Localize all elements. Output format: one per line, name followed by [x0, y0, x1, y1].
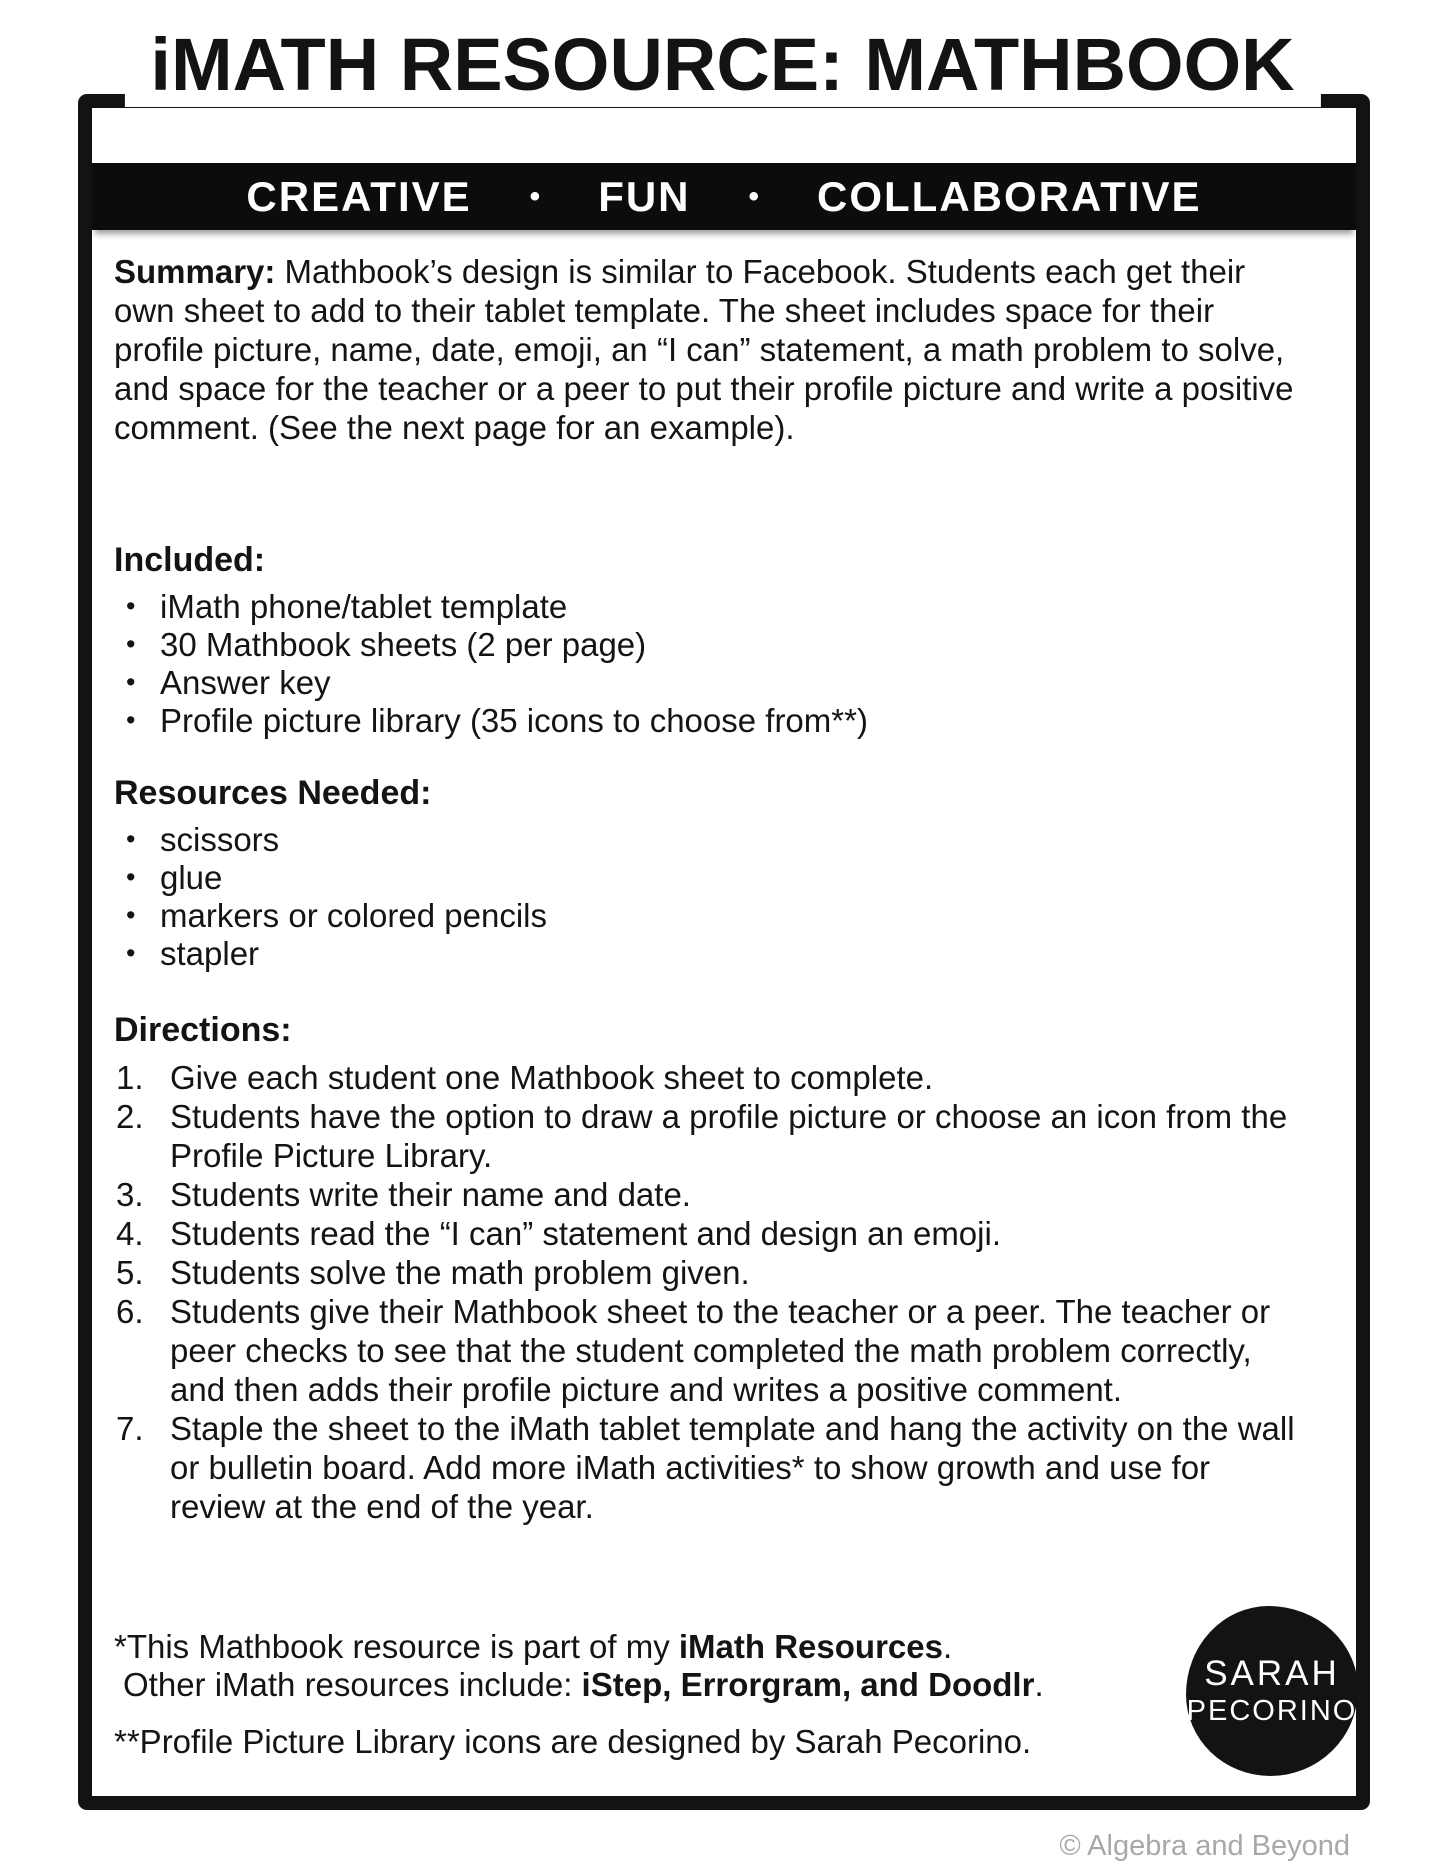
list-item — [114, 626, 1310, 664]
footnote-icon-credit: **Profile Picture Library icons are designed by Sarah Pecorino. — [114, 1723, 1032, 1760]
bullet-icon: • — [126, 705, 136, 735]
included-heading: Included: — [114, 541, 266, 579]
list-item-text: markers or colored pencils — [160, 897, 547, 934]
list-item-text: iMath phone/tablet template — [160, 588, 568, 625]
list-item-text: glue — [160, 859, 223, 896]
page-title-wrap — [124, 22, 1320, 107]
bullet-icon: • — [126, 900, 136, 930]
sarah-pecorino-logo — [1186, 1606, 1358, 1776]
list-item — [114, 859, 1310, 897]
banner-word-fun: FUN — [598, 172, 691, 220]
footnote-text: . — [1034, 1666, 1044, 1703]
footnotes-section — [114, 1628, 1174, 1761]
tagline-banner — [92, 163, 1356, 230]
list-item: Students give their Mathbook sheet to the teacher or a peer. The teacher or peer checks to see that the student completed the math problem correctly, and then adds their profile picture and writes a positive comment. — [170, 1293, 1271, 1408]
bullet-separator-icon: • — [748, 179, 760, 213]
bullet-icon: • — [126, 824, 136, 854]
banner-word-collaborative: COLLABORATIVE — [817, 172, 1202, 220]
footnote-text: *This Mathbook resource is part of my — [114, 1628, 679, 1665]
list-item: Students have the option to draw a profile picture or choose an icon from the Profile Picture Library. — [170, 1098, 1288, 1174]
list-item — [114, 702, 1310, 740]
copyright-notice: © Algebra and Beyond — [1059, 1830, 1350, 1862]
list-item-text: stapler — [160, 935, 260, 972]
bullet-icon: • — [126, 667, 136, 697]
list-item — [114, 897, 1310, 935]
list-item: Give each student one Mathbook sheet to complete. — [170, 1059, 934, 1096]
list-item: Students read the “I can” statement and design an emoji. — [170, 1215, 1001, 1252]
resources-heading: Resources Needed: — [114, 774, 432, 812]
resources-section — [114, 774, 1310, 973]
footnote-bold-text: iMath Resources — [678, 1628, 943, 1665]
bullet-icon: • — [126, 629, 136, 659]
resources-list — [114, 821, 1310, 973]
footnote-text: . — [942, 1628, 953, 1665]
footnote-other-resources — [114, 1666, 1174, 1704]
summary-section — [114, 252, 1310, 447]
bullet-icon: • — [126, 862, 136, 892]
summary-label: Summary: — [114, 253, 276, 290]
included-list — [114, 588, 1310, 740]
bullet-icon: • — [126, 938, 136, 968]
bullet-separator-icon: • — [529, 179, 541, 213]
list-item — [114, 588, 1310, 626]
list-item — [114, 935, 1310, 973]
list-item-text: Profile picture library (35 icons to choose from**) — [160, 702, 868, 739]
logo-line1: SARAH — [1204, 1654, 1340, 1693]
directions-heading: Directions: — [114, 1011, 292, 1049]
directions-list — [114, 1058, 1310, 1526]
footnote-text: Other iMath resources include: — [123, 1666, 582, 1703]
list-item: Students write their name and date. — [170, 1176, 691, 1213]
list-item — [114, 664, 1310, 702]
logo-line2: PECORINO — [1186, 1695, 1358, 1727]
page-title: iMATH RESOURCE: MATHBOOK — [150, 23, 1295, 106]
directions-section — [114, 1011, 1310, 1526]
footnote-bold-text: iStep, Errorgram, and Doodlr — [581, 1666, 1035, 1703]
list-item-text: 30 Mathbook sheets (2 per page) — [160, 626, 647, 663]
banner-word-creative: CREATIVE — [246, 172, 472, 220]
list-item: Students solve the math problem given. — [170, 1254, 750, 1291]
list-item-text: scissors — [160, 821, 280, 858]
included-section — [114, 541, 1310, 740]
summary-text: Mathbook’s design is similar to Facebook. Students each get their own sheet to add to their tablet template. The sheet includes space for their profile picture, name, date, emoji, an “I can” statement, a math problem to solve, and space for the teacher or a peer to put their profile picture and write a positive comment. (See the next page for an example). — [114, 253, 1294, 446]
bullet-icon: • — [126, 591, 136, 621]
list-item — [114, 821, 1310, 859]
list-item-text: Answer key — [160, 664, 331, 701]
list-item: Staple the sheet to the iMath tablet template and hang the activity on the wall or bulletin board. Add more iMath activities* to show growth and use for review at the end of the year. — [170, 1410, 1295, 1525]
summary-paragraph — [114, 252, 1310, 447]
footnote-imath-resources — [114, 1628, 1174, 1666]
